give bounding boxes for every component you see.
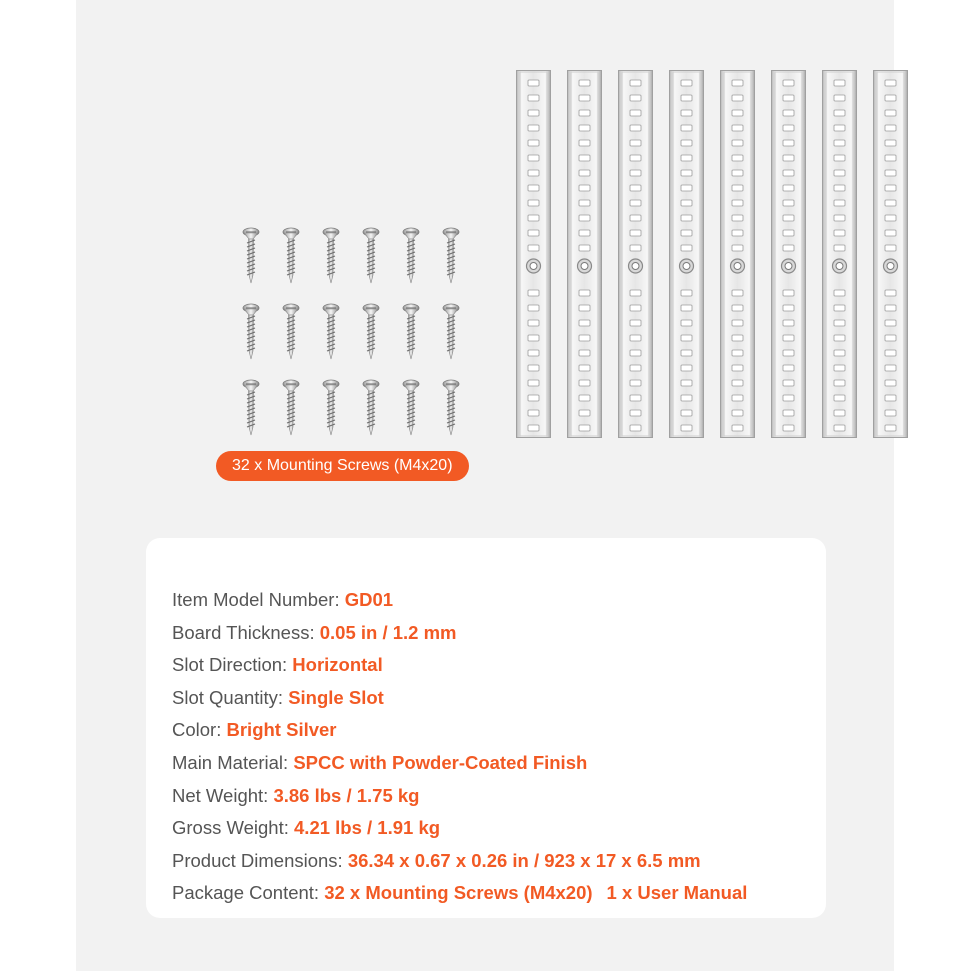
screw-icon — [316, 377, 346, 439]
spec-value: Single Slot — [288, 686, 384, 708]
screw-icon — [316, 301, 346, 363]
spec-row-material — [172, 747, 747, 780]
screw-icon — [276, 377, 306, 439]
spec-label: Slot Direction: — [172, 654, 288, 676]
screw-icon — [236, 377, 266, 439]
spec-row-net-weight — [172, 780, 747, 813]
spec-value: SPCC with Powder-Coated Finish — [293, 751, 588, 773]
screws-label-pill: 32 x Mounting Screws (M4x20) — [216, 451, 469, 481]
screw-icon — [276, 225, 306, 287]
shelf-standard-rail-icon — [516, 70, 551, 438]
screw-icon — [316, 225, 346, 287]
spec-label: Net Weight: — [172, 784, 269, 806]
spec-row-slot-quantity — [172, 682, 747, 715]
screw-icon — [396, 377, 426, 439]
screw-icon — [356, 301, 386, 363]
screw-icon — [356, 225, 386, 287]
screws-illustration — [236, 225, 476, 440]
screw-icon — [236, 301, 266, 363]
spec-value: Bright Silver — [226, 719, 337, 741]
spec-value: 32 x Mounting Screws (M4x20) — [324, 882, 593, 904]
screw-icon — [436, 225, 466, 287]
screw-icon — [236, 225, 266, 287]
spec-label: Package Content: — [172, 882, 320, 904]
spec-list — [172, 584, 747, 910]
shelf-standard-rail-icon — [822, 70, 857, 438]
screw-icon — [276, 301, 306, 363]
rails-illustration — [516, 70, 916, 440]
spec-row-color — [172, 714, 747, 747]
spec-row-thickness — [172, 617, 747, 650]
spec-label: Slot Quantity: — [172, 686, 284, 708]
spec-row-gross-weight — [172, 812, 747, 845]
spec-row-dimensions — [172, 845, 747, 878]
shelf-standard-rail-icon — [618, 70, 653, 438]
shelf-standard-rail-icon — [669, 70, 704, 438]
spec-value: GD01 — [344, 589, 394, 610]
spec-label: Gross Weight: — [172, 817, 289, 839]
spec-label: Main Material: — [172, 751, 289, 773]
spec-label: Color: — [172, 719, 222, 741]
screw-icon — [396, 225, 426, 287]
shelf-standard-rail-icon — [771, 70, 806, 438]
spec-value: 0.05 in / 1.2 mm — [319, 621, 457, 643]
screw-icon — [356, 377, 386, 439]
screw-icon — [436, 301, 466, 363]
spec-label: Product Dimensions: — [172, 849, 343, 871]
spec-row-slot-direction — [172, 649, 747, 682]
screw-icon — [396, 301, 426, 363]
spec-label: Board Thickness: — [172, 621, 315, 643]
shelf-standard-rail-icon — [720, 70, 755, 438]
screw-icon — [436, 377, 466, 439]
spec-row-model — [172, 584, 747, 617]
spec-value: 4.21 lbs / 1.91 kg — [294, 817, 441, 839]
spec-value: 3.86 lbs / 1.75 kg — [273, 784, 420, 806]
shelf-standard-rail-icon — [567, 70, 602, 438]
spec-label: Item Model Number: — [172, 589, 340, 610]
spec-row-package-content — [172, 877, 747, 910]
shelf-standard-rail-icon — [873, 70, 908, 438]
spec-extra-value: 1 x User Manual — [606, 882, 748, 904]
spec-value: 36.34 x 0.67 x 0.26 in / 923 x 17 x 6.5 mm — [347, 849, 701, 871]
spec-value: Horizontal — [292, 654, 383, 676]
spec-card — [146, 538, 826, 918]
